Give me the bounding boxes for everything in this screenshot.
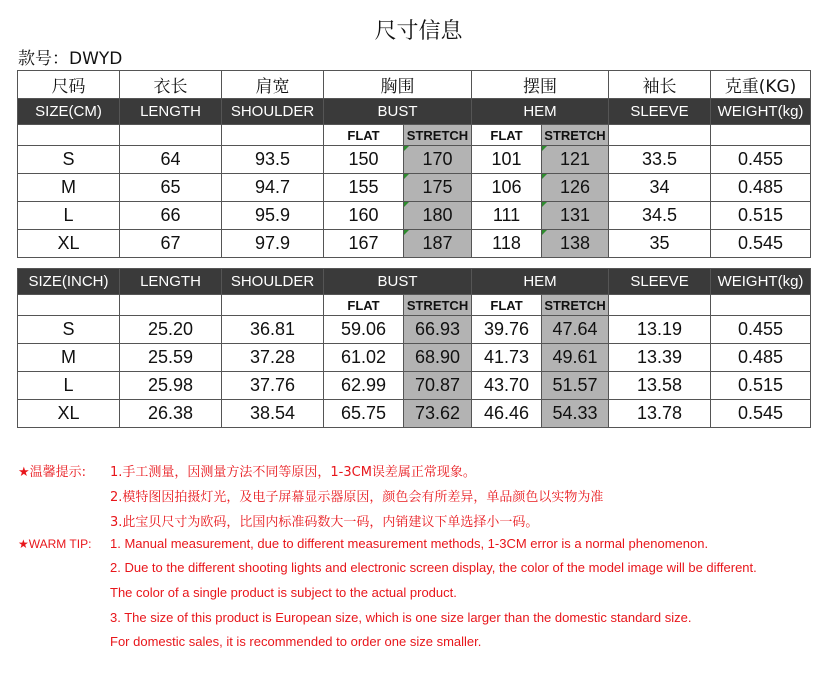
cn-header-hem: 摆围 — [472, 71, 609, 99]
sub-empty — [609, 295, 711, 316]
table-row — [18, 146, 811, 174]
cell-shoulder: 97.9 — [222, 230, 324, 258]
corner-marker — [404, 174, 409, 179]
cell-hem-stretch: 131 — [542, 202, 609, 230]
cell-hem-stretch: 138 — [542, 230, 609, 258]
en-tip-line: 3. The size of this product is European size, which is one size larger than the domestic standard size. — [110, 610, 692, 625]
cn-header-row — [18, 71, 811, 99]
corner-marker — [542, 202, 547, 207]
cell-size: M — [18, 174, 120, 202]
cell-hem-stretch: 47.64 — [542, 316, 609, 344]
sub-hem-flat: FLAT — [472, 295, 542, 316]
cell-shoulder: 38.54 — [222, 400, 324, 428]
cell-length: 25.98 — [120, 372, 222, 400]
cn-header-sleeve: 袖长 — [609, 71, 711, 99]
cell-bust-stretch: 73.62 — [404, 400, 472, 428]
cn-tip-line: 3.此宝贝尺寸为欧码，比国内标准码数大一码，内销建议下单选择小一码。 — [110, 515, 539, 530]
en-header-row — [18, 269, 811, 295]
corner-marker — [404, 202, 409, 207]
en-tip-line: 1. Manual measurement, due to different measurement methods, 1-3CM error is a normal phenomenon. — [110, 536, 709, 551]
cn-tip-line: 1.手工测量，因测量方法不同等原因，1-3CM误差属正常现象。 — [110, 465, 476, 480]
page-title: 尺寸信息 — [374, 19, 463, 44]
cell-bust-stretch: 187 — [404, 230, 472, 258]
header-hem: HEM — [472, 99, 609, 125]
corner-marker — [542, 174, 547, 179]
cell-bust-flat: 62.99 — [324, 372, 404, 400]
cell-size: XL — [18, 400, 120, 428]
cn-tip-line: 2.模特图因拍摄灯光，及电子屏幕显示器原因，颜色会有所差异，单品颜色以实物为准 — [110, 490, 604, 505]
cell-hem-flat: 41.73 — [472, 344, 542, 372]
sub-empty — [18, 125, 120, 146]
cell-shoulder: 95.9 — [222, 202, 324, 230]
table-row — [18, 400, 811, 428]
cell-bust-flat: 61.02 — [324, 344, 404, 372]
header-shoulder: SHOULDER — [222, 99, 324, 125]
cell-weight: 0.485 — [711, 344, 811, 372]
cell-bust-stretch: 170 — [404, 146, 472, 174]
cell-hem-stretch: 49.61 — [542, 344, 609, 372]
sub-empty — [18, 295, 120, 316]
cell-sleeve: 13.19 — [609, 316, 711, 344]
sub-empty — [609, 125, 711, 146]
table-row — [18, 174, 811, 202]
corner-marker — [404, 230, 409, 235]
sub-hem-stretch: STRETCH — [542, 125, 609, 146]
sub-hem-flat: FLAT — [472, 125, 542, 146]
cell-length: 66 — [120, 202, 222, 230]
sub-header-row — [18, 295, 811, 316]
cell-length: 64 — [120, 146, 222, 174]
header-bust: BUST — [324, 269, 472, 295]
cell-size: M — [18, 344, 120, 372]
cell-hem-stretch: 51.57 — [542, 372, 609, 400]
cell-hem-flat: 101 — [472, 146, 542, 174]
en-tip-line: 2. Due to the different shooting lights and electronic screen display, the color of the model image will be different. — [110, 560, 757, 575]
cell-bust-flat: 65.75 — [324, 400, 404, 428]
cell-length: 65 — [120, 174, 222, 202]
cn-header-length: 衣长 — [120, 71, 222, 99]
cell-size: XL — [18, 230, 120, 258]
cell-bust-flat: 167 — [324, 230, 404, 258]
cell-bust-stretch: 175 — [404, 174, 472, 202]
cell-weight: 0.545 — [711, 230, 811, 258]
sub-empty — [711, 125, 811, 146]
cell-size: S — [18, 316, 120, 344]
cell-bust-stretch: 70.87 — [404, 372, 472, 400]
sub-empty — [222, 125, 324, 146]
cell-hem-flat: 118 — [472, 230, 542, 258]
cell-hem-stretch: 121 — [542, 146, 609, 174]
sub-empty — [222, 295, 324, 316]
cell-bust-flat: 155 — [324, 174, 404, 202]
cell-weight: 0.515 — [711, 202, 811, 230]
header-weight: WEIGHT(kg) — [711, 269, 811, 295]
cell-hem-flat: 43.70 — [472, 372, 542, 400]
cell-bust-flat: 150 — [324, 146, 404, 174]
en-tip-line: The color of a single product is subject to the actual product. — [110, 585, 457, 600]
table-row — [18, 230, 811, 258]
cn-tip-label: ★温馨提示: — [18, 465, 87, 480]
cell-hem-stretch: 54.33 — [542, 400, 609, 428]
en-header-row — [18, 99, 811, 125]
cell-bust-stretch: 66.93 — [404, 316, 472, 344]
cell-sleeve: 34 — [609, 174, 711, 202]
table-row — [18, 344, 811, 372]
cell-bust-flat: 160 — [324, 202, 404, 230]
cm-data-body — [18, 146, 811, 258]
header-length: LENGTH — [120, 269, 222, 295]
table-row — [18, 316, 811, 344]
cell-size: L — [18, 372, 120, 400]
header-shoulder: SHOULDER — [222, 269, 324, 295]
cell-length: 25.20 — [120, 316, 222, 344]
cell-hem-flat: 111 — [472, 202, 542, 230]
cell-bust-stretch: 68.90 — [404, 344, 472, 372]
cn-header-bust: 胸围 — [324, 71, 472, 99]
cell-bust-flat: 59.06 — [324, 316, 404, 344]
sub-hem-stretch: STRETCH — [542, 295, 609, 316]
cell-sleeve: 35 — [609, 230, 711, 258]
cell-length: 26.38 — [120, 400, 222, 428]
cell-sleeve: 13.58 — [609, 372, 711, 400]
model-number: 款号：DWYD — [18, 49, 123, 69]
sub-bust-stretch: STRETCH — [404, 295, 472, 316]
sub-bust-flat: FLAT — [324, 295, 404, 316]
cell-hem-flat: 39.76 — [472, 316, 542, 344]
cell-weight: 0.545 — [711, 400, 811, 428]
sub-bust-flat: FLAT — [324, 125, 404, 146]
header-size: SIZE(CM) — [18, 99, 120, 125]
cell-size: S — [18, 146, 120, 174]
cell-sleeve: 34.5 — [609, 202, 711, 230]
cell-weight: 0.485 — [711, 174, 811, 202]
header-sleeve: SLEEVE — [609, 99, 711, 125]
cell-shoulder: 37.76 — [222, 372, 324, 400]
table-row — [18, 372, 811, 400]
en-tip-line: For domestic sales, it is recommended to order one size smaller. — [110, 634, 482, 649]
header-sleeve: SLEEVE — [609, 269, 711, 295]
cell-length: 25.59 — [120, 344, 222, 372]
cell-size: L — [18, 202, 120, 230]
cell-sleeve: 33.5 — [609, 146, 711, 174]
cn-header-weight: 克重(KG) — [711, 71, 811, 99]
table-row — [18, 202, 811, 230]
cell-shoulder: 93.5 — [222, 146, 324, 174]
cell-weight: 0.455 — [711, 316, 811, 344]
cell-sleeve: 13.78 — [609, 400, 711, 428]
cell-hem-flat: 46.46 — [472, 400, 542, 428]
header-length: LENGTH — [120, 99, 222, 125]
cell-shoulder: 36.81 — [222, 316, 324, 344]
cell-weight: 0.455 — [711, 146, 811, 174]
sub-empty — [120, 125, 222, 146]
corner-marker — [542, 230, 547, 235]
inch-data-body — [18, 316, 811, 428]
cell-sleeve: 13.39 — [609, 344, 711, 372]
cell-shoulder: 37.28 — [222, 344, 324, 372]
cell-weight: 0.515 — [711, 372, 811, 400]
cell-hem-flat: 106 — [472, 174, 542, 202]
size-table-cm — [17, 70, 811, 258]
sub-header-row — [18, 125, 811, 146]
header-size: SIZE(INCH) — [18, 269, 120, 295]
cell-hem-stretch: 126 — [542, 174, 609, 202]
sub-empty — [711, 295, 811, 316]
cell-bust-stretch: 180 — [404, 202, 472, 230]
header-hem: HEM — [472, 269, 609, 295]
sub-empty — [120, 295, 222, 316]
sub-bust-stretch: STRETCH — [404, 125, 472, 146]
cell-length: 67 — [120, 230, 222, 258]
cn-header-shoulder: 肩宽 — [222, 71, 324, 99]
corner-marker — [404, 146, 409, 151]
corner-marker — [542, 146, 547, 151]
cell-shoulder: 94.7 — [222, 174, 324, 202]
header-weight: WEIGHT(kg) — [711, 99, 811, 125]
header-bust: BUST — [324, 99, 472, 125]
cn-header-size: 尺码 — [18, 71, 120, 99]
size-table-inch — [17, 268, 811, 428]
en-tip-label: ★WARM TIP: — [18, 537, 92, 551]
